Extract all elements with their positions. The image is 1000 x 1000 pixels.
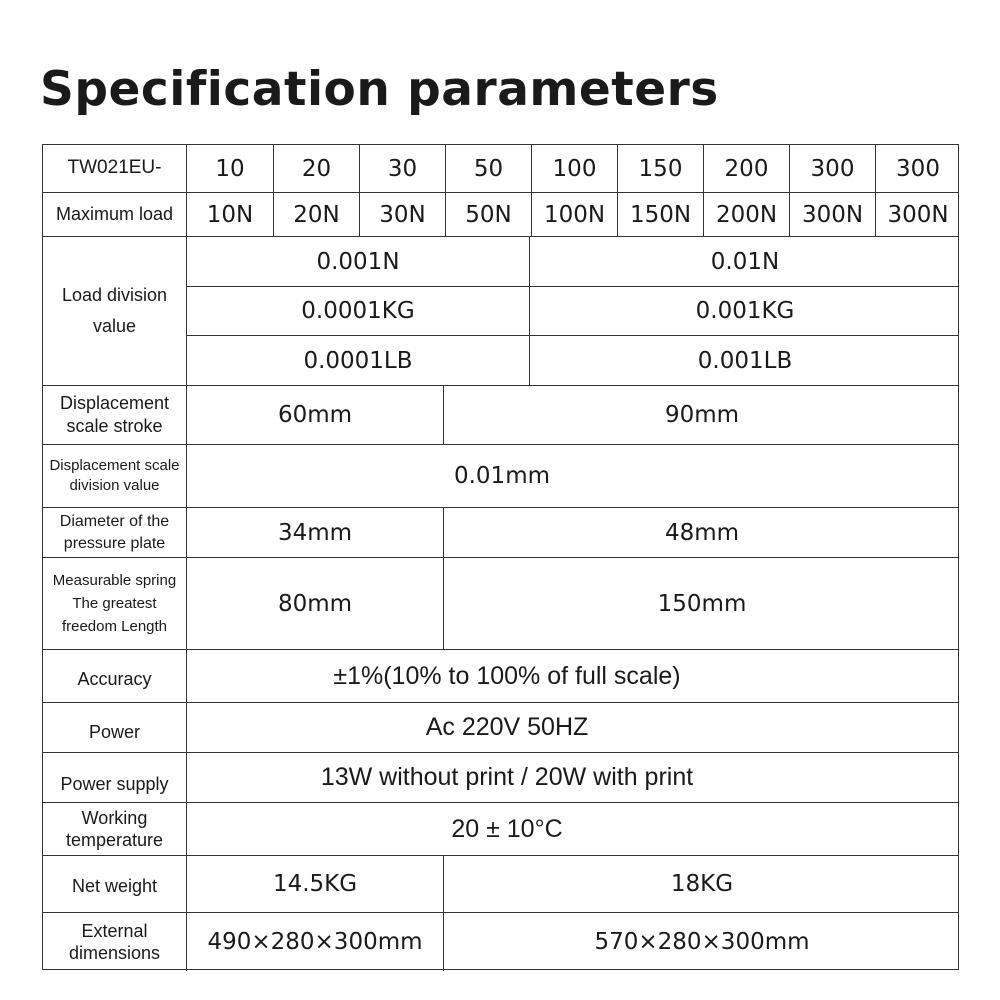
dimensions-label	[43, 913, 187, 971]
model-row	[43, 145, 958, 193]
plate-diameter-value: 34mm	[277, 519, 353, 546]
model-cell: 300	[875, 145, 960, 192]
disp-stroke-row	[43, 386, 958, 445]
spring-length-label-line1: Measurable spring	[52, 571, 177, 589]
net-weight-value: 18KG	[443, 856, 960, 912]
max-load-cell: 200N	[703, 193, 789, 236]
plate-diameter-label-line2: pressure plate	[63, 534, 166, 552]
load-division-label	[43, 237, 187, 385]
spring-length-label-line3: freedom Length	[61, 618, 168, 636]
max-load-cell: 100N	[531, 193, 617, 236]
disp-division-value: 0.01mm	[453, 463, 551, 489]
model-label: TW021EU-	[43, 145, 187, 192]
disp-stroke-value: 60mm	[277, 402, 353, 428]
model-cell: 50	[445, 145, 531, 192]
plate-diameter-value: 48mm	[443, 508, 960, 557]
spring-length-value: 80mm	[277, 590, 353, 617]
model-cell: 100	[531, 145, 617, 192]
disp-division-label-line2: division value	[69, 477, 160, 494]
spring-length-value: 150mm	[443, 558, 960, 649]
load-division-label-line2: value	[92, 316, 137, 336]
net-weight-row	[43, 856, 958, 913]
max-load-cell: 30N	[359, 193, 445, 236]
load-division-label-line1: Load division	[61, 284, 168, 305]
max-load-cell: 20N	[273, 193, 359, 236]
dimensions-value: 570×280×300mm	[443, 913, 960, 971]
power-value: Ac 220V 50HZ	[425, 713, 589, 741]
load-division-lb	[187, 336, 958, 386]
model-cell: 20	[273, 145, 359, 192]
dimensions-label-line2: dimensions	[68, 943, 161, 963]
dimensions-label-line1: External	[81, 920, 148, 941]
max-load-cell: 150N	[617, 193, 703, 236]
spring-length-label	[43, 558, 187, 649]
max-load-cell: 300N	[789, 193, 875, 236]
max-load-cell: 50N	[445, 193, 531, 236]
dimensions-value: 490×280×300mm	[207, 929, 423, 955]
load-division-row	[43, 237, 958, 386]
load-division-value: 0.01N	[529, 237, 960, 286]
accuracy-row	[43, 650, 958, 703]
disp-division-label	[43, 445, 187, 507]
model-cell: 10	[215, 155, 245, 182]
spring-length-row	[43, 558, 958, 650]
load-division-kg	[187, 287, 958, 336]
model-cell: 150	[617, 145, 703, 192]
model-cell: 200	[703, 145, 789, 192]
model-cell: 300	[789, 145, 875, 192]
working-temp-value: 20 ± 10°C	[451, 814, 563, 843]
load-division-value: 0.0001LB	[303, 348, 413, 374]
spec-table	[42, 144, 959, 970]
disp-stroke-label	[43, 386, 187, 444]
disp-stroke-label-line1: Displacement	[59, 392, 170, 413]
max-load-cell: 10N	[206, 201, 254, 228]
disp-stroke-value: 90mm	[443, 386, 960, 444]
load-division-value: 0.001LB	[529, 336, 960, 386]
disp-division-label-line1: Displacement scale	[49, 456, 180, 474]
power-row	[43, 703, 958, 753]
working-temp-label-line2: temperature	[65, 830, 164, 850]
working-temp-label-line1: Working	[81, 807, 148, 828]
net-weight-value: 14.5KG	[272, 871, 358, 897]
power-supply-label: Power supply	[43, 753, 187, 802]
working-temp-label	[43, 803, 187, 855]
working-temp-row	[43, 803, 958, 856]
net-weight-label: Net weight	[43, 856, 187, 912]
accuracy-label: Accuracy	[43, 650, 187, 702]
spring-length-label-line2: The greatest	[72, 594, 157, 612]
max-load-row	[43, 193, 958, 237]
plate-diameter-label-line1: Diameter of the	[59, 512, 170, 530]
plate-diameter-label	[43, 508, 187, 557]
dimensions-row	[43, 913, 958, 971]
max-load-cell: 300N	[875, 193, 960, 236]
plate-diameter-row	[43, 508, 958, 558]
power-supply-row	[43, 753, 958, 803]
model-cell: 30	[359, 145, 445, 192]
power-supply-value: 13W without print / 20W with print	[320, 763, 694, 791]
page-title: Specification parameters	[40, 62, 719, 117]
max-load-label: Maximum load	[43, 193, 187, 236]
accuracy-value: ±1%(10% to 100% of full scale)	[333, 661, 681, 690]
power-label: Power	[43, 703, 187, 752]
disp-division-row	[43, 445, 958, 508]
load-division-value: 0.0001KG	[301, 298, 415, 324]
load-division-n	[187, 237, 958, 287]
disp-stroke-label-line2: scale stroke	[66, 416, 163, 436]
load-division-value: 0.001KG	[529, 287, 960, 335]
load-division-value: 0.001N	[316, 248, 400, 275]
